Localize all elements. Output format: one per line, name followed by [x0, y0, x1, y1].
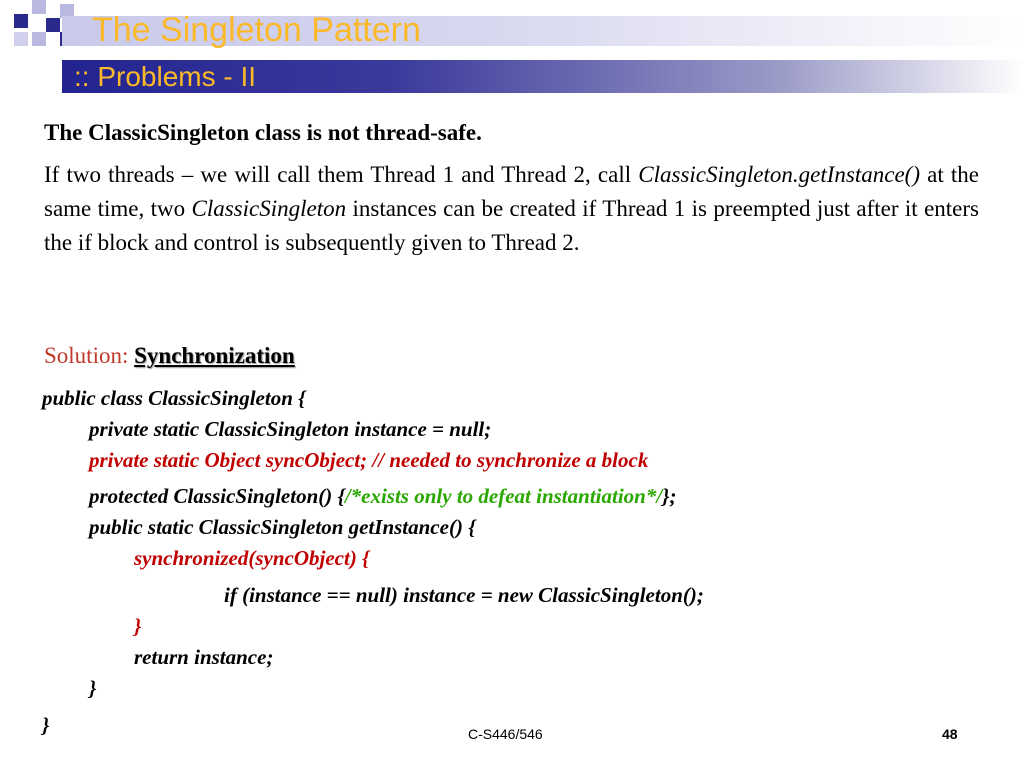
code-line-8: }	[134, 614, 142, 638]
code-line-11: }	[42, 713, 50, 737]
paragraph-text: If two threads – we will call them Thread 1 and Thread 2, call	[44, 162, 639, 187]
solution-label: Solution:	[44, 343, 135, 368]
slide-title: The Singleton Pattern	[92, 11, 421, 49]
code-line-6: synchronized(syncObject) {	[134, 546, 370, 570]
code-line-10: }	[89, 676, 97, 700]
code-line-7: if (instance == null) instance = new ClassicSingleton();	[224, 583, 704, 607]
code-line-4	[89, 484, 676, 508]
solution-line	[44, 343, 295, 369]
code-comment: /*exists only to defeat instantiation*/	[344, 484, 663, 508]
content-heading: The ClassicSingleton class is not thread-safe.	[44, 120, 482, 145]
content-paragraph	[44, 158, 979, 260]
paragraph-text: instances can be created if Thread 1 is preempted just after it enters the if block and control is subsequently given to Thread 2.	[44, 196, 979, 255]
code-line-2: private static ClassicSingleton instance = null;	[89, 417, 492, 441]
code-line-3: private static Object syncObject; // needed to synchronize a block	[89, 448, 649, 472]
code-text: };	[662, 484, 677, 508]
paragraph-emphasis: ClassicSingleton.getInstance()	[638, 162, 920, 187]
code-line-9: return instance;	[134, 645, 274, 669]
code-line-1: public class ClassicSingleton {	[42, 386, 306, 410]
slide-subtitle: :: Problems - II	[74, 61, 257, 92]
code-text: protected ClassicSingleton() {	[89, 484, 345, 508]
solution-text: Synchronization	[134, 343, 295, 368]
footer-course: C-S446/546	[468, 726, 543, 742]
paragraph-emphasis: ClassicSingleton	[191, 196, 347, 221]
paragraph-text: at the same time, two	[44, 162, 979, 221]
page-number: 48	[942, 726, 958, 742]
code-line-5: public static ClassicSingleton getInstance() {	[89, 515, 476, 539]
